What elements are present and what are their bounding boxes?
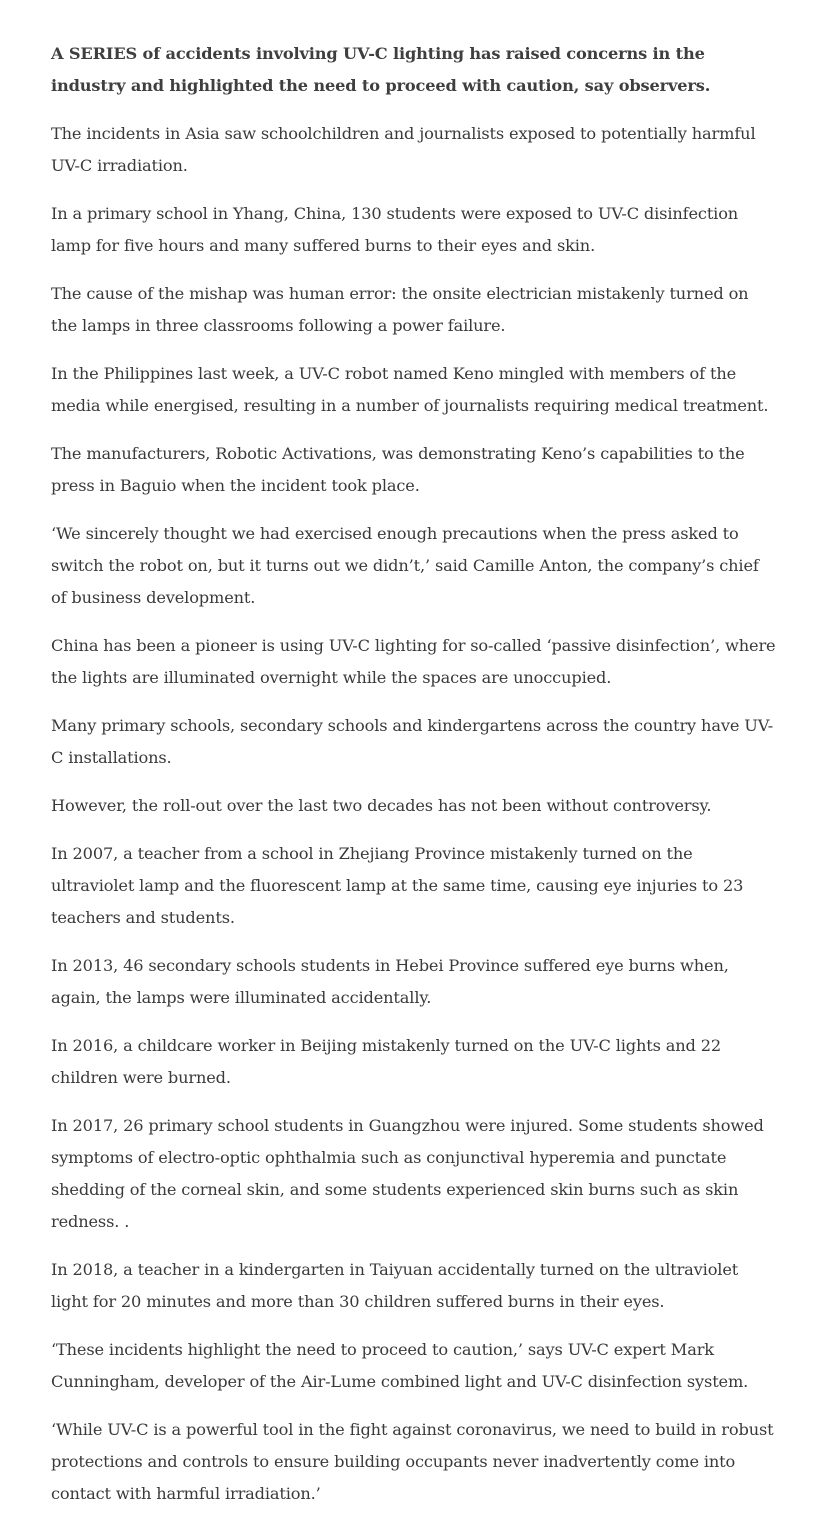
article-paragraph: In 2016, a childcare worker in Beijing mistakenly turned on the UV-C lights and 22 children were burned.	[51, 1036, 722, 1087]
article-quote-paragraph: ‘While UV-C is a powerful tool in the fight against coronavirus, we need to build in robust protections and controls to ensure building occupants never inadvertently come into contact with harmful irradiation.’	[51, 1420, 774, 1503]
article-paragraph: In the Philippines last week, a UV-C robot named Keno mingled with members of the media while energised, resulting in a number of journalists requiring medical treatment.	[51, 364, 769, 415]
article-lead-paragraph: A SERIES of accidents involving UV-C lighting has raised concerns in the industry and highlighted the need to proceed with caution, say observers.	[51, 44, 711, 95]
article-quote-paragraph: ‘These incidents highlight the need to proceed to caution,’ says UV-C expert Mark Cunningham, developer of the Air-Lume combined light and UV-C disinfection system.	[51, 1340, 749, 1391]
article-paragraph: Many primary schools, secondary schools and kindergartens across the country have UV-C installations.	[51, 716, 774, 767]
article-body	[51, 38, 776, 1526]
article-paragraph: However, the roll-out over the last two decades has not been without controversy.	[51, 796, 712, 815]
article-paragraph: In 2018, a teacher in a kindergarten in Taiyuan accidentally turned on the ultraviolet light for 20 minutes and more than 30 children suffered burns in their eyes.	[51, 1260, 739, 1311]
article-paragraph: China has been a pioneer is using UV-C lighting for so-called ‘passive disinfection’, where the lights are illuminated overnight while the spaces are unoccupied.	[51, 636, 776, 687]
article-paragraph: The manufacturers, Robotic Activations, was demonstrating Keno’s capabilities to the press in Baguio when the incident took place.	[51, 444, 745, 495]
article-paragraph: The cause of the mishap was human error: the onsite electrician mistakenly turned on the lamps in three classrooms following a power failure.	[51, 284, 749, 335]
article-paragraph: In a primary school in Yhang, China, 130 students were exposed to UV-C disinfection lamp for five hours and many suffered burns to their eyes and skin.	[51, 204, 739, 255]
article-quote-paragraph: ‘We sincerely thought we had exercised enough precautions when the press asked to switch the robot on, but it turns out we didn’t,’ said Camille Anton, the company’s chief of business development.	[51, 524, 759, 607]
article-paragraph: In 2017, 26 primary school students in Guangzhou were injured. Some students showed symptoms of electro-optic ophthalmia such as conjunctival hyperemia and punctate shedding of the corneal skin, and some students experienced skin burns such as skin redness. .	[51, 1116, 764, 1231]
article-paragraph: In 2007, a teacher from a school in Zhejiang Province mistakenly turned on the ultraviolet lamp and the fluorescent lamp at the same time, causing eye injuries to 23 teachers and students.	[51, 844, 744, 927]
article-paragraph: The incidents in Asia saw schoolchildren and journalists exposed to potentially harmful UV-C irradiation.	[51, 124, 756, 175]
article-paragraph: In 2013, 46 secondary schools students in Hebei Province suffered eye burns when, again, the lamps were illuminated accidentally.	[51, 956, 729, 1007]
